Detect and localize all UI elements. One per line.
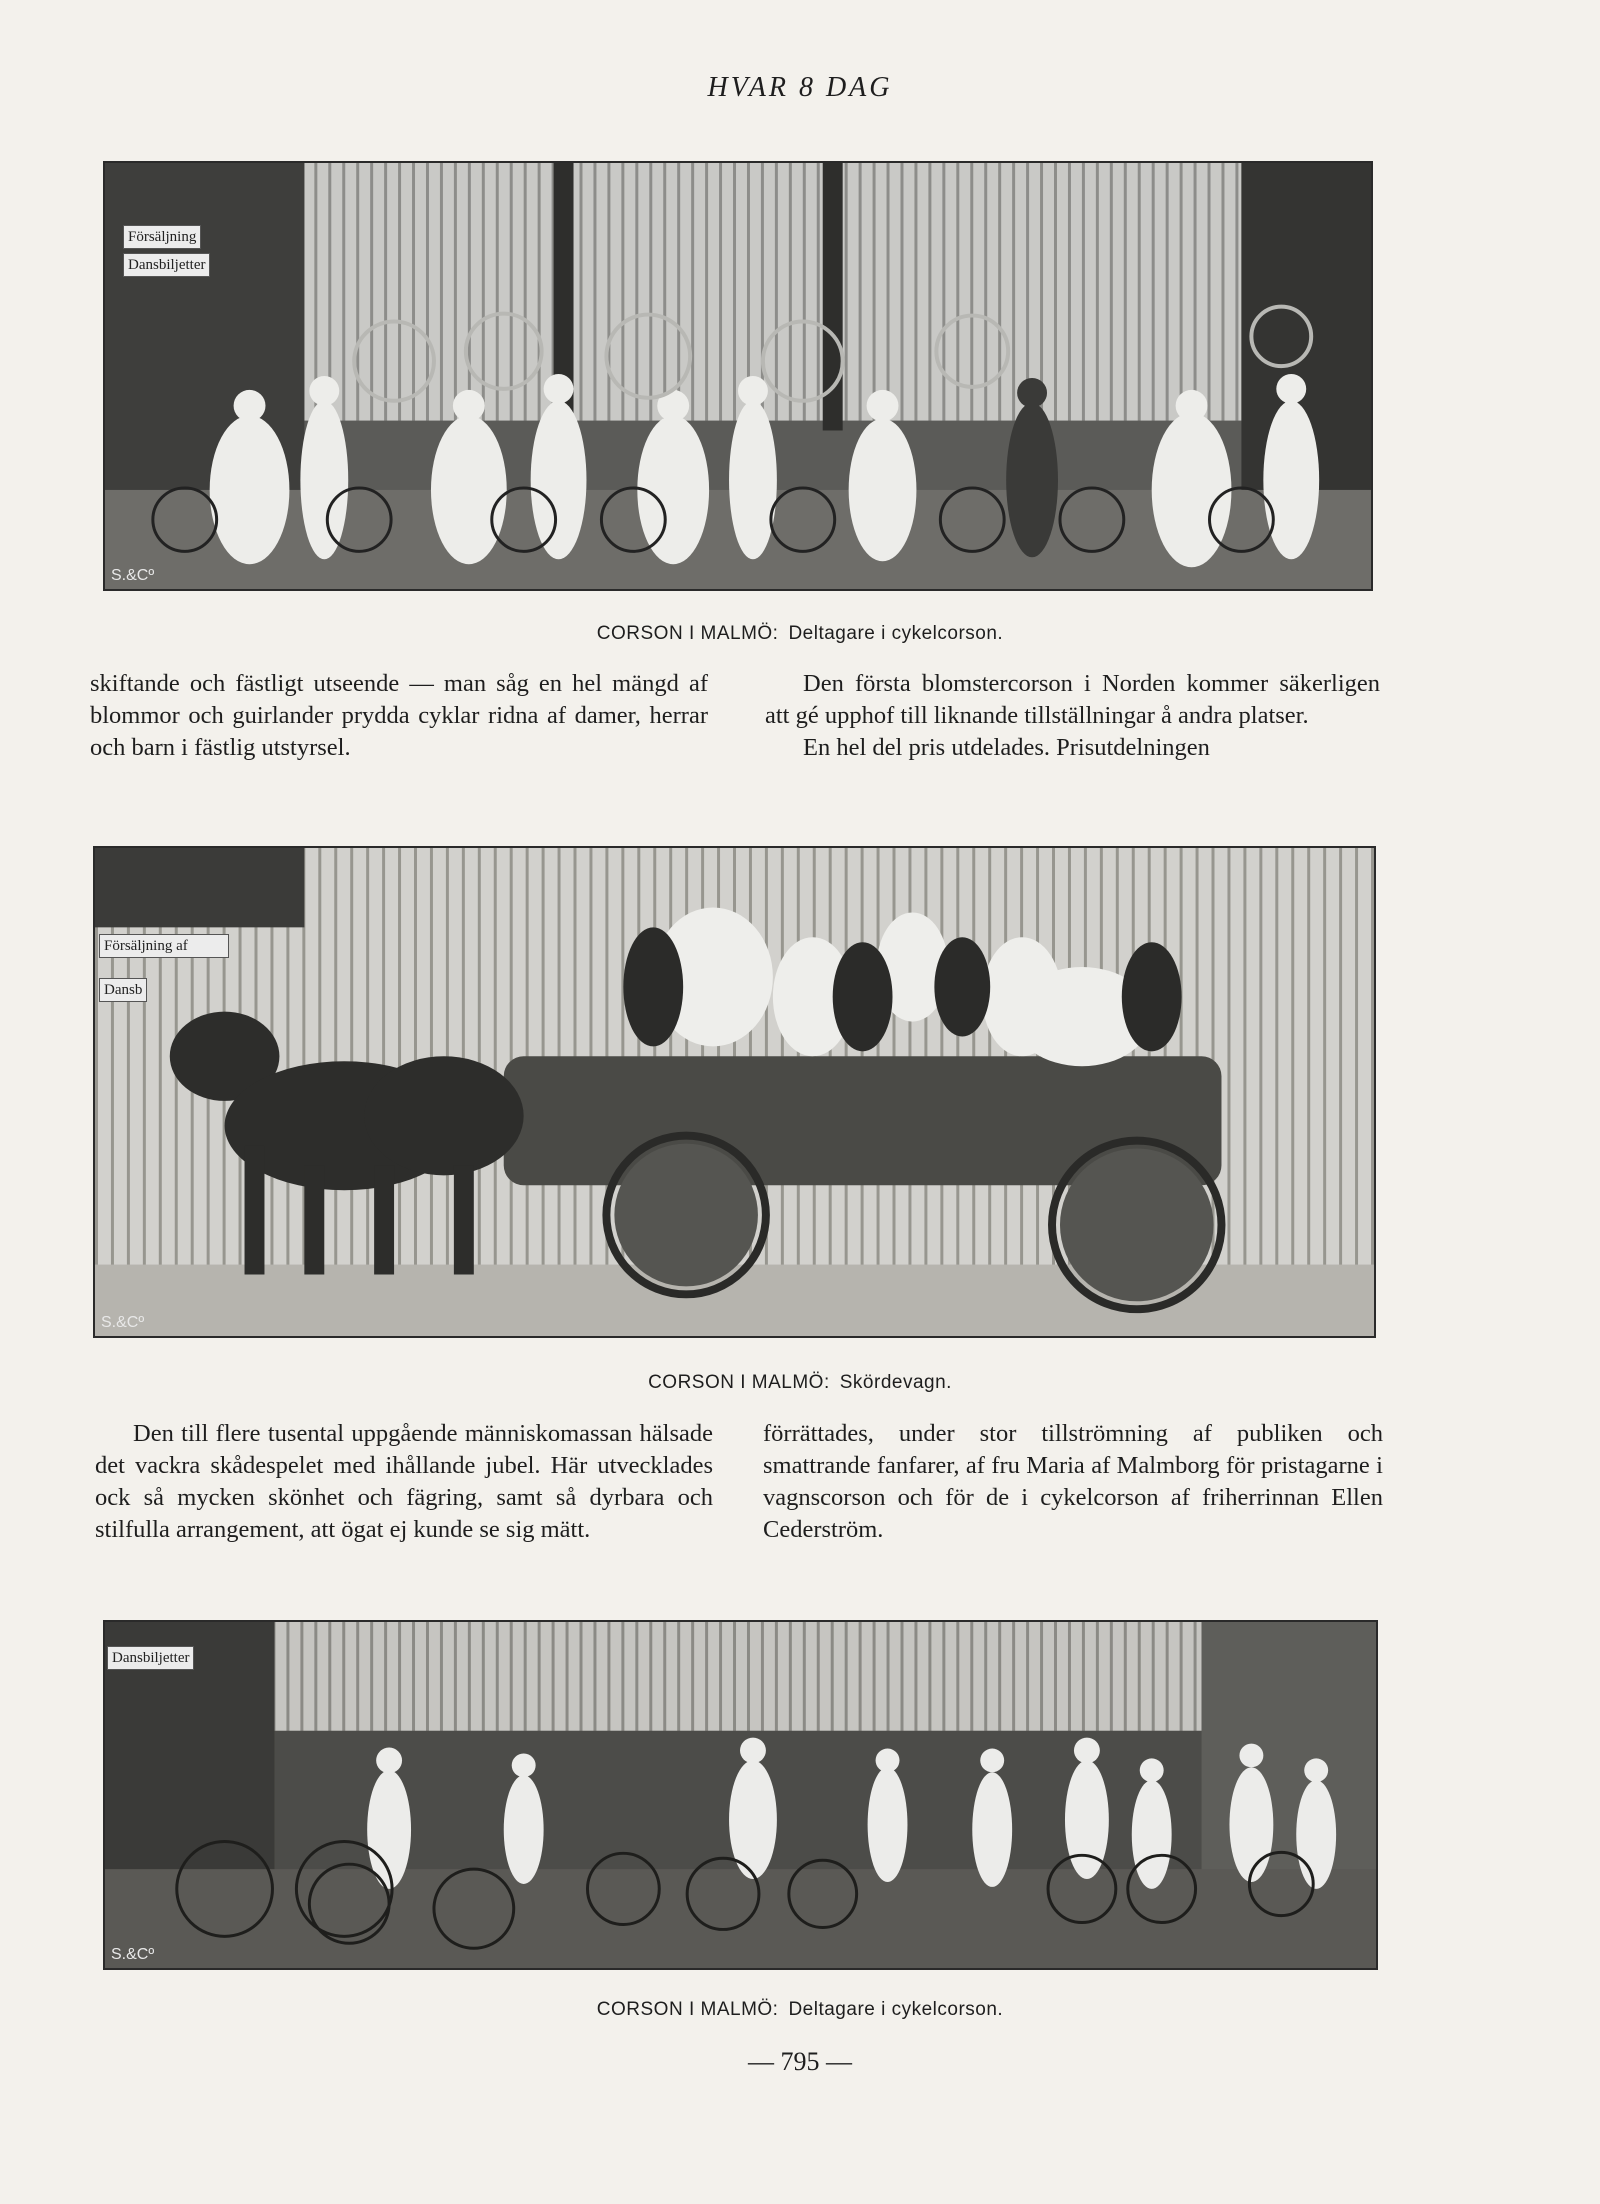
photo-harvest-wagon	[93, 846, 1376, 1338]
text-column-right-1	[765, 668, 1380, 764]
sign-dance: Dansb	[99, 978, 147, 1002]
caption-place: CORSON I MALMÖ:	[596, 1999, 779, 2020]
paragraph: förrättades, under stor tillströmning af publiken och smattrande fanfarer, af fru Maria af Malmborg för pristagarne i vagnscorson och för de i cykelcorson af friherrinnan Ellen Cederström.	[763, 1420, 1383, 1543]
paragraph: En hel del pris utdelades. Prisutdelningen	[803, 734, 1210, 761]
text-column-right-2	[763, 1418, 1383, 1546]
paragraph: Den till flere tusental uppgående människomassan hälsade det vackra skådespelet med ihållande jubel. Här utvecklades ock så mycken skönhet och fägring, samt så dyrbara och stilfulla arrangement, att ögat ej kunde se sig mätt.	[95, 1420, 713, 1543]
photographer-mark: S.&Cº	[101, 1314, 145, 1331]
caption-place: CORSON I MALMÖ:	[596, 623, 779, 644]
caption-description: Skördevagn.	[839, 1372, 952, 1393]
photo-cycle-parade-1	[103, 161, 1373, 591]
text-column-left-2	[95, 1418, 713, 1546]
paragraph: Den första blomstercorson i Norden kommer säkerligen att gé upphof till liknande tillställningar å andra platser.	[765, 670, 1380, 729]
photo-cycle-parade-2	[103, 1620, 1378, 1970]
caption-place: CORSON I MALMÖ:	[648, 1372, 830, 1393]
photographer-mark: S.&Cº	[111, 1946, 155, 1963]
caption-photo-1	[0, 623, 1600, 645]
sign-sales: Försäljning af	[99, 934, 229, 958]
running-header: HVAR 8 DAG	[707, 72, 893, 103]
caption-description: Deltagare i cykelcorson.	[788, 623, 1004, 644]
sign-sales: Försäljning	[123, 225, 201, 249]
sign-dance-tickets: Dansbiljetter	[123, 253, 210, 277]
photographer-mark: S.&Cº	[111, 567, 155, 584]
caption-photo-2	[0, 1372, 1600, 1394]
caption-description: Deltagare i cykelcorson.	[788, 1999, 1004, 2020]
page-number: — 795 —	[748, 2047, 852, 2076]
paragraph: skiftande och fästligt utseende — man såg en hel mängd af blommor och guirlander prydda cyklar ridna af damer, herrar och barn i fästlig utstyrsel.	[90, 670, 708, 761]
caption-photo-3	[0, 1999, 1600, 2021]
text-column-left-1	[90, 668, 708, 764]
sign-dance-tickets: Dansbiljetter	[107, 1646, 194, 1670]
